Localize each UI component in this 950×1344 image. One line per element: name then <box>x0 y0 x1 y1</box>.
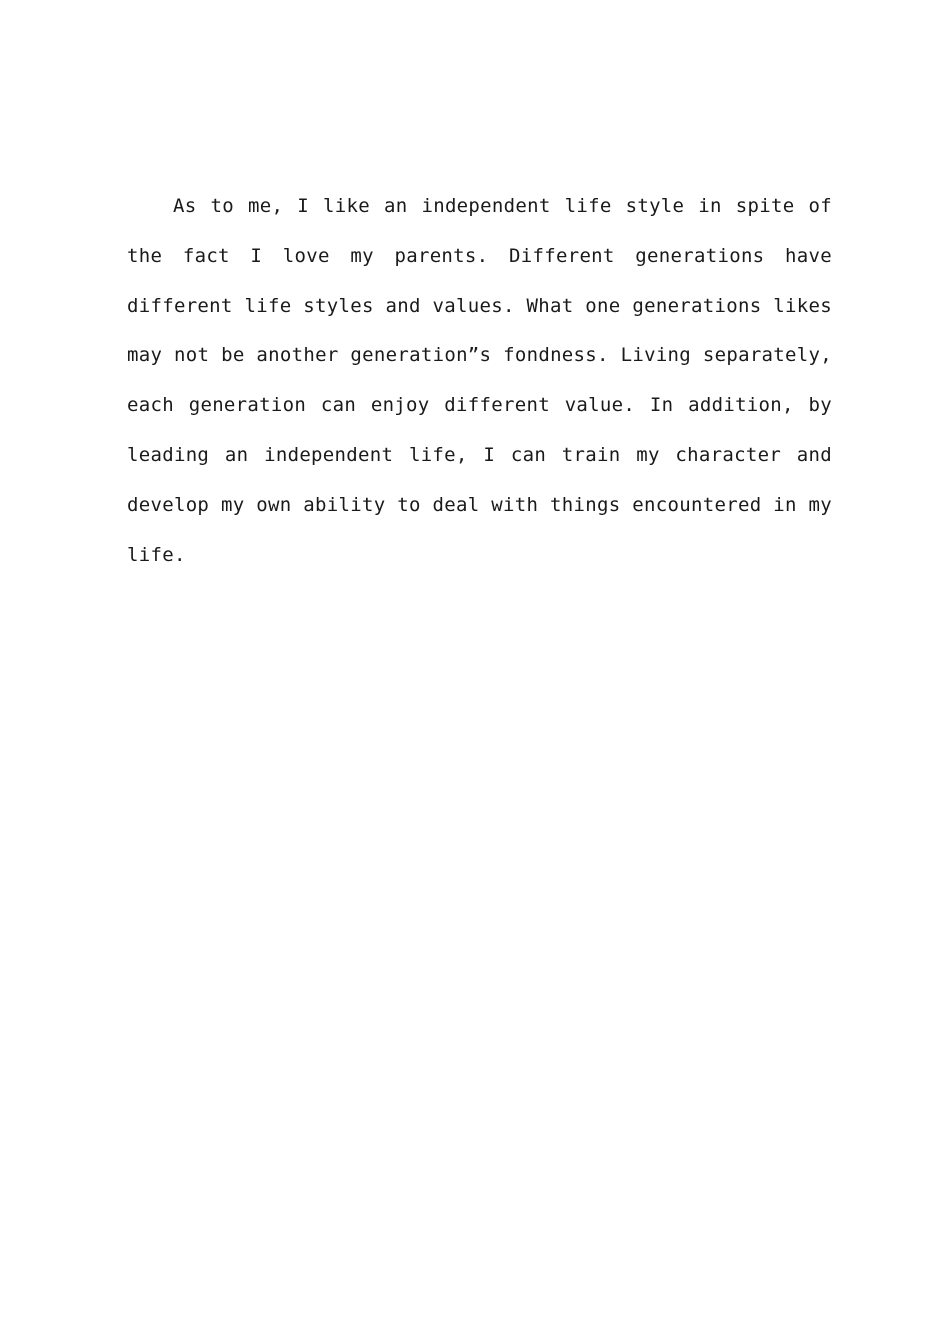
body-paragraph: As to me, I like an independent life style in spite of the fact I love my parents. Different generations have different life styles and values. What one generations likes may not be another generation”s fondness. Living separately, each generation can enjoy different value. In addition, by leading an independent life, I can train my character and develop my own ability to deal with things encountered in my life. <box>127 195 832 566</box>
